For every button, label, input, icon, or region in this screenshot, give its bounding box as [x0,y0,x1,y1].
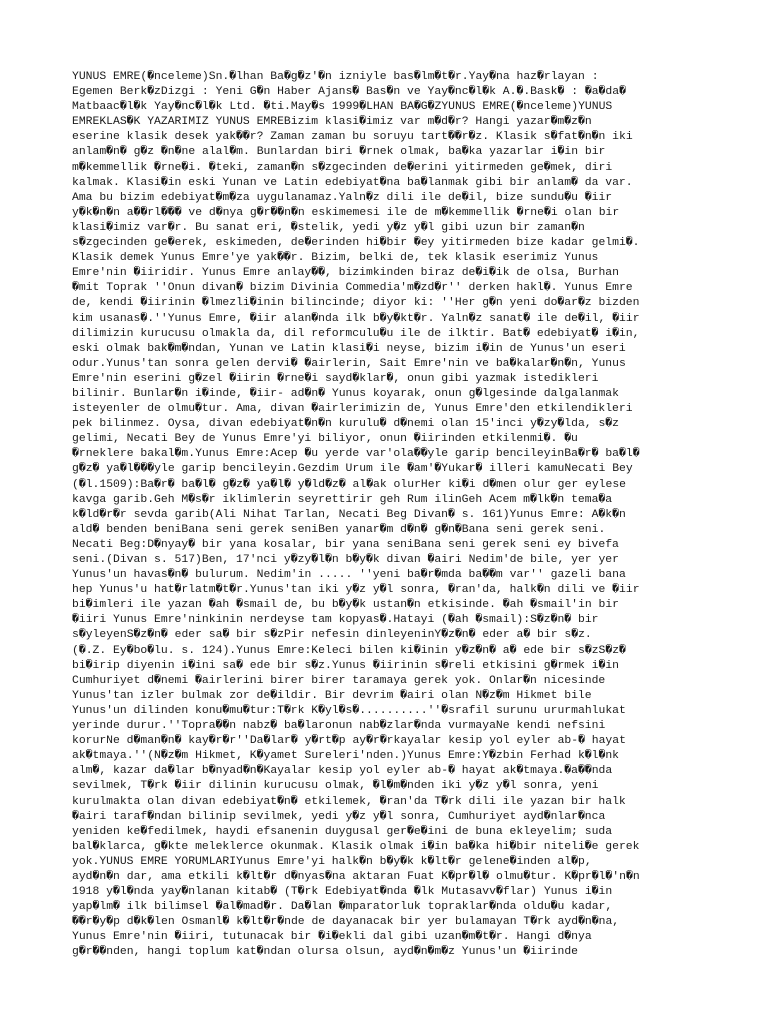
text-line: yok.YUNUS EMRE YORUMLARIYunus Emre'yi halk�n b�y�k k�lt�r gelene�inden al�p, [72,855,592,868]
text-line: kim usanas�.''Yunus Emre, �iir alan�nda ilk b�y�kt�r. Yaln�z sanat� ile de�il, �iir [72,312,640,325]
text-line: yap�lm� ilk bilimsel �al�mad�r. Da�lan �mparatorluk topraklar�nda oldu�u kadar, [72,901,613,914]
text-line: eski olmak bak�m�ndan, Yunan ve Latin klasi�i neyse, bizim i�in de Yunus'un eseri [72,342,626,355]
text-line: odur.Yunus'tan sonra gelen dervi� �airlerin, Sait Emre'nin ve ba�kalar�n�n, Yunus [72,357,626,370]
text-line: sevilmek, T�rk �iir dilinin kurucusu olmak, �l�m�nden iki y�z y�l sonra, yeni [72,780,599,793]
text-line: ald� benden beniBana seni gerek seniBen yanar�m d�n� g�n�Bana seni gerek seni. [72,523,606,536]
text-line: alm�, kazar da�lar b�nyad�n�Kayalar kesip yol eyler ab-� hayat ak�tmaya.�a��nda [72,765,613,778]
text-line: de, kendi �iirinin �lmezli�inin bilincinde; diyor ki: ''Her g�n yeni do�ar�z bizden [72,297,640,310]
text-line: g�r��nden, hangi toplum kat�ndan olursa olsun, ayd�n�m�z Yunus'un �iirinde [72,946,579,959]
text-line: (�.Z. Ey�bo�lu. s. 124).Yunus Emre:Keleci bilen ki�inin y�z�n� a� ede bir s�zS�z� [72,644,626,657]
text-line: seni.(Divan s. 517)Ben, 17'nci y�zy�l�n b�y�k divan �airi Nedim'de bile, yer yer [72,554,619,566]
text-line: pek bilinmez. Oysa, divan edebiyat�n�n kurulu� d�nemi olan 15'inci y�zy�lda, s�z [72,418,619,431]
text-line: s�zgecinden ge�erek, eskimeden, de�erinden hi�bir �ey yitirmeden bize kadar gelmi�. [72,237,640,250]
text-line: yerinde durur.''Topra��n nabz� ba�laronun nab�zlar�nda vurmayaNe kendi nefsini [72,720,606,733]
text-line: Matbaac�l�k Yay�nc�l�k Ltd. �ti.May�s 1999�LHAN BA�G�ZYUNUS EMRE(�nceleme)YUNUS [72,101,613,114]
text-line: Yunus'un dilinden konu�mu�tur:T�rk K�yl�s�..........''�srafil surunu ururmahlukat [72,704,626,717]
text-line: yeniden ke�fedilmek, haydi efsanenin duygusal ger�e�ini de buna ekleyelim; suda [72,825,613,838]
text-line: Klasik demek Yunus Emre'ye yak��r. Bizim, belki de, tek klasik eserimiz Yunus [72,252,599,265]
text-line: hep Yunus'u hat�rlatm�t�r.Yunus'tan iki y�z y�l sonra, �ran'da, halk�n dili ve �iir [72,584,640,597]
text-line: Emre'nin eserini g�zel �iirin �rne�i sayd�klar�, onun gibi yazmak istedikleri [72,372,599,385]
text-line: Necati Beg:D�nyay� bir yana kosalar, bir yana seniBana seni gerek seni ey bivefa [72,538,619,551]
text-line: klasi�imiz var�r. Bu sanat eri, �stelik, yedi y�z y�l gibi uzun bir zaman�n [72,221,585,234]
text-line: y�k�n�n a��rl��� ve d�nya g�r��n�n eskimemesi ile de m�kemmellik �rne�i olan bir [72,206,620,219]
text-line: s�yleyenS�z�n� eder sa� bir s�zPir nefesin dinleyeninY�z�n� eder a� bir s�z. [72,629,592,642]
text-line: YUNUS EMRE(�nceleme)Sn.�lhan Ba�g�z'�n izniyle bas�lm�t�r.Yay�na haz�rlayan : [72,71,599,83]
document-body [72,70,702,961]
text-line: Yunus'tan izler bulmak zor de�ildir. Bir devrim �airi olan N�z�m Hikmet bile [72,689,592,702]
text-line: 1918 y�l�nda yay�nlanan kitab� (T�rk Edebiyat�nda �lk Mutasavv�flar) Yunus i�in [72,886,613,899]
text-line: Yunus Emre'nin �iiri, tutunacak bir �i�ekli dal gibi uzan�m�t�r. Hangi d�nya [72,931,592,944]
text-line: g�z� ya�l���yle garip bencileyin.Gezdim Urum ile �am'�Yukar� illeri kamuNecati Bey [72,463,633,476]
text-line: isteyenler de olmu�tur. Ama, divan �airlerimizin de, Yunus Emre'den etkilendikleri [72,403,633,416]
text-line: Egemen Berk�zDizgi : Yeni G�n Haber Ajans� Bas�n ve Yay�nc�l�k A.�.Bask� : �a�da� [72,86,626,99]
text-line: kurulmakta olan divan edebiyat�n� etkilemek, �ran'da T�rk dili ile yazan bir halk [72,795,626,808]
text-line: bi�irip diyenin i�ini sa� ede bir s�z.Yunus �iirinin s�reli etkisini g�rmek i�in [72,659,620,672]
text-line: ak�tmaya.''(N�z�m Hikmet, K�yamet Sureleri'nden.)Yunus Emre:Y�zbin Ferhad k�l�nk [72,750,619,763]
text-line: ayd�n�n dar, ama etkili k�lt�r d�nyas�na aktaran Fuat K�pr�l� olmu�tur. K�pr�l�'n�n [72,870,640,883]
text-line: �iiri Yunus Emre'ninkinin nerdeyse tam kopyas�.Hatayi (�ah �smail):S�z�n� bir [72,614,599,627]
text-line: korurNe d�man�n� kay�r�r''Da�lar� y�rt�p ay�r�rkayalar kesip yol eyler ab-� hayat [72,735,626,748]
text-line: kavga garib.Geh M�s�r iklimlerin seyrettirir geh Rum ilinGeh Acem m�lk�n tema�a [72,493,613,506]
text-line: kalmak. Klasi�in eski Yunan ve Latin edebiyat�na ba�lanmak gibi bir anlam� da var. [72,176,633,189]
text-line: dilimizin kurucusu olmakla da, dil reformculu�u ile de ilktir. Bat� edebiyat� i�in, [72,327,640,340]
text-line: bal�klarca, g�kte meleklerce okunmak. Klasik olmak i�in ba�ka hi�bir niteli�e gerek [72,840,640,853]
text-line: ��r�y�p d�k�len Osmanl� k�lt�r�nde de dayanacak bir yer bulamayan T�rk ayd�n�na, [72,916,620,929]
text-line: Ama bu bizim edebiyat�m�za uygulanamaz.Yaln�z dili ile de�il, bize sundu�u �iir [72,191,613,204]
text-line: k�ld�r�r sevda garib(Ali Nihat Tarlan, Necati Beg Divan� s. 161)Yunus Emre: A�k�n [72,508,626,521]
text-line: m�kemmellik �rne�i. �teki, zaman�n s�zgecinden de�erini yitirmeden ge�mek, diri [72,161,613,174]
text-line: bilinir. Bunlar�n i�inde, �iir- ad�n� Yunus koyarak, onun g�lgesinde dalgalanmak [72,387,619,400]
text-line: Yunus'un havas�n� bulurum. Nedim'in ..... ''yeni ba�r�mda ba��m var'' gazeli bana [72,569,626,582]
text-line: EMREKLAS�K YAZARIMIZ YUNUS EMREBizim klasi�imiz var m�d�r? Hangi yazar�m�z�n [72,116,592,129]
text-line: �airi taraf�ndan bilinip sevilmek, yedi y�z y�l sonra, Cumhuriyet ayd�nlar�nca [72,810,606,823]
text-line: �rneklere bakal�m.Yunus Emre:Acep �u yerde var'ola��yle garip bencileyinBa�r� ba�l� [72,448,640,461]
text-line: gelimi, Necati Bey de Yunus Emre'yi biliyor, onun �iirinden etkilenmi�. �u [72,433,578,446]
text-line: Cumhuriyet d�nemi �airlerini birer birer taramaya gerek yok. Onlar�n nicesinde [72,674,606,687]
text-line: anlam�n� g�z �n�ne alal�m. Bunlardan biri �rnek olmak, ba�ka yazarlar i�in bir [72,146,606,159]
text-line: eserine klasik desek yak��r? Zaman zaman bu soruyu tart��r�z. Klasik s�fat�n�n iki [72,131,633,144]
text-line: bi�imleri ile yazan �ah �smail de, bu b�y�k ustan�n etkisinde. �ah �smail'in bir [72,599,620,612]
text-line: (�l.1509):Ba�r� ba�l� g�z� ya�l� y�ld�z� al�ak olurHer ki�i d�men olur ger eylese [72,478,627,491]
text-line: Emre'nin �iiridir. Yunus Emre anlay��, bizimkinden biraz de�i�ik de olsa, Burhan [72,267,619,280]
text-line: �mit Toprak ''Onun divan� bizim Divinia Commedia'm�zd�r'' derken hakl�. Yunus Emre [72,282,633,295]
